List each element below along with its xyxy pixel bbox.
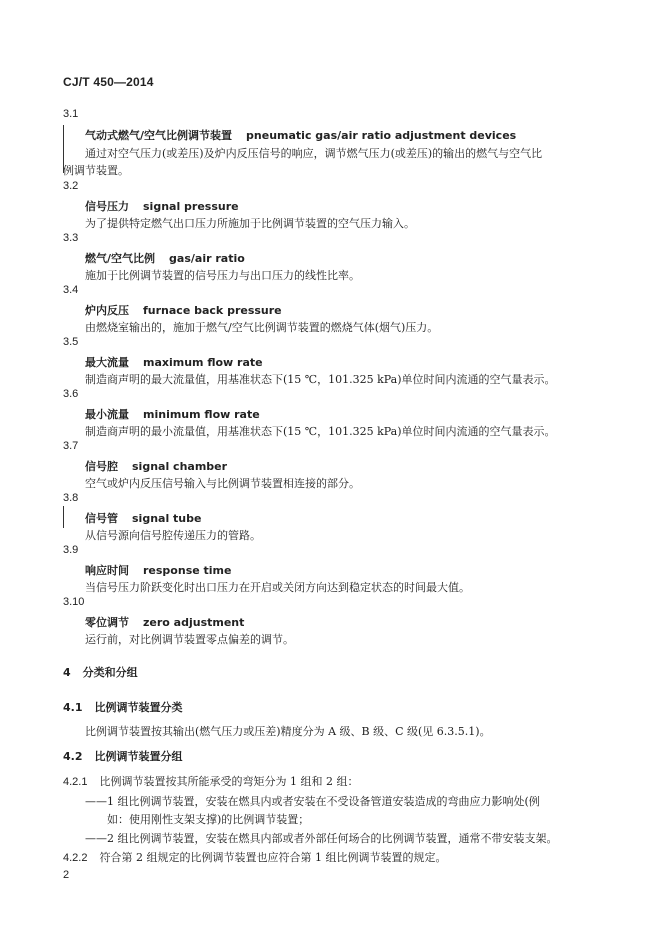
- list-item: ——2 组比例调节装置，安装在燃具内部或者外部任何场合的比例调节装置，通常不带安装支架。: [85, 832, 558, 845]
- term-heading: [85, 510, 201, 526]
- term-zh: 最大流量: [85, 356, 129, 369]
- subsection-number: 4.1: [63, 701, 83, 714]
- term-heading: [85, 562, 231, 578]
- term-number: 3.5: [63, 336, 79, 348]
- term-definition: 为了提供特定燃气出口压力所施加于比例调节装置的空气压力输入。: [85, 217, 415, 230]
- term-zh: 零位调节: [85, 616, 129, 629]
- term-definition: 空气或炉内反压信号输入与比例调节装置相连接的部分。: [85, 477, 360, 490]
- subsection-number: 4.2: [63, 750, 83, 763]
- term-definition: 例调节装置。: [63, 164, 129, 177]
- term-zh: 信号管: [85, 512, 118, 525]
- document-code: CJ/T 450—2014: [63, 75, 154, 89]
- clause-number: 4.2.2: [63, 852, 88, 864]
- subsection-title: 比例调节装置分类: [94, 701, 183, 714]
- term-en: signal chamber: [132, 460, 228, 473]
- term-en: furnace back pressure: [143, 304, 282, 317]
- term-definition: 运行前，对比例调节装置零点偏差的调节。: [85, 633, 294, 646]
- term-zh: 燃气/空气比例: [85, 252, 156, 265]
- term-definition: 通过对空气压力(或差压)及炉内反压信号的响应，调节燃气压力(或差压)的输出的燃气与空气比: [85, 147, 543, 160]
- term-en: signal tube: [132, 512, 202, 525]
- page-number: 2: [63, 869, 70, 881]
- term-zh: 气动式燃气/空气比例调节装置: [85, 129, 233, 142]
- term-zh: 响应时间: [85, 564, 129, 577]
- term-definition: 当信号压力阶跃变化时出口压力在开启或关闭方向达到稳定状态的时间最大值。: [85, 581, 470, 594]
- subsection-heading: [63, 699, 183, 715]
- clause: [63, 773, 358, 789]
- term-number: 3.6: [63, 388, 79, 400]
- section-heading: [63, 664, 138, 680]
- term-number: 3.1: [63, 108, 79, 120]
- term-definition: 由燃烧室输出的，施加于燃气/空气比例调节装置的燃烧气体(烟气)压力。: [85, 321, 439, 334]
- term-heading: [85, 127, 516, 143]
- term-heading: [85, 354, 263, 370]
- term-number: 3.9: [63, 544, 79, 556]
- term-number: 3.8: [63, 492, 79, 504]
- term-definition: 从信号源向信号腔传递压力的管路。: [85, 529, 261, 542]
- term-heading: [85, 302, 282, 318]
- term-definition: 施加于比例调节装置的信号压力与出口压力的线性比率。: [85, 269, 360, 282]
- term-en: maximum flow rate: [143, 356, 263, 369]
- clause-number: 4.2.1: [63, 776, 88, 788]
- term-zh: 炉内反压: [85, 304, 129, 317]
- term-number: 3.7: [63, 440, 79, 452]
- term-heading: [85, 458, 227, 474]
- term-definition: 制造商声明的最大流量值，用基准状态下(15 ℃，101.325 kPa)单位时间内流通的空气量表示。: [85, 373, 556, 386]
- term-en: zero adjustment: [143, 616, 245, 629]
- term-en: minimum flow rate: [143, 408, 260, 421]
- term-definition: 制造商声明的最小流量值，用基准状态下(15 ℃，101.325 kPa)单位时间内流通的空气量表示。: [85, 425, 556, 438]
- term-en: gas/air ratio: [169, 252, 245, 265]
- section-number: 4: [63, 666, 71, 679]
- term-heading: [85, 406, 260, 422]
- term-en: response time: [143, 564, 232, 577]
- clause-text: 符合第 2 组规定的比例调节装置也应符合第 1 组比例调节装置的规定。: [99, 851, 447, 864]
- paragraph: 比例调节装置按其输出(燃气压力或压差)精度分为 A 级、B 级、C 级(见 6.3.5.1)。: [85, 725, 491, 738]
- clause: [63, 849, 446, 865]
- change-bar: [63, 506, 64, 528]
- list-item: ——1 组比例调节装置，安装在燃具内或者安装在不受设备管道安装造成的弯曲应力影响处(例: [85, 795, 540, 808]
- term-zh: 信号压力: [85, 200, 129, 213]
- subsection-title: 比例调节装置分组: [94, 750, 183, 763]
- list-item-continuation: 如：使用刚性支架支撑)的比例调节装置；: [107, 813, 310, 826]
- term-zh: 信号腔: [85, 460, 118, 473]
- section-title: 分类和分组: [82, 666, 138, 679]
- term-number: 3.3: [63, 232, 79, 244]
- term-zh: 最小流量: [85, 408, 129, 421]
- clause-text: 比例调节装置按其所能承受的弯矩分为 1 组和 2 组：: [99, 775, 359, 788]
- term-heading: [85, 198, 239, 214]
- term-number: 3.2: [63, 180, 79, 192]
- term-en: signal pressure: [143, 200, 239, 213]
- subsection-heading: [63, 748, 183, 764]
- term-number: 3.10: [63, 596, 85, 608]
- term-number: 3.4: [63, 284, 79, 296]
- term-heading: [85, 614, 244, 630]
- term-heading: [85, 250, 245, 266]
- term-en: pneumatic gas/air ratio adjustment devices: [246, 129, 517, 142]
